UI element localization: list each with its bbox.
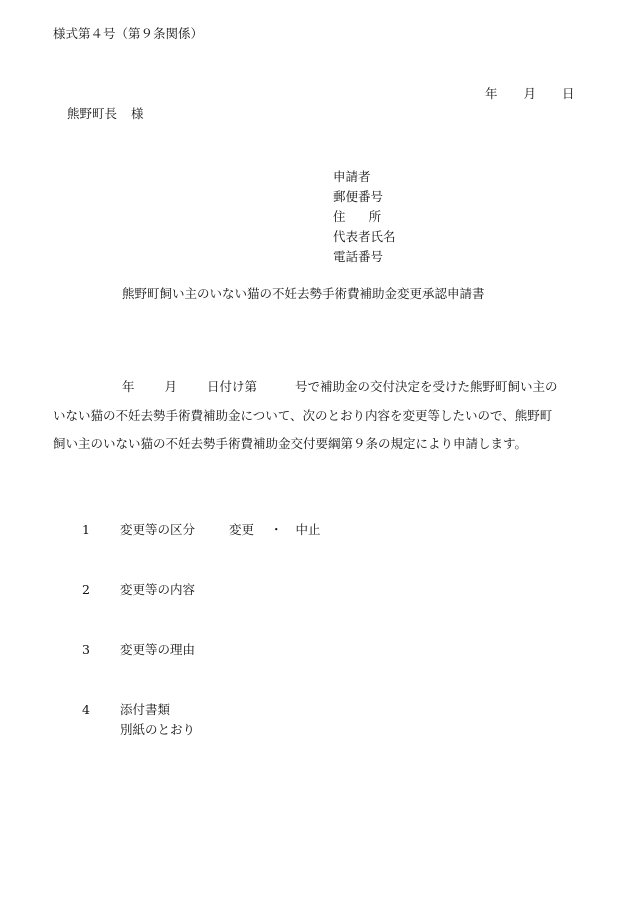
date-year: 年 <box>485 86 498 101</box>
phone-label: 電話番号 <box>333 249 384 264</box>
item-label: 変更等の区分 <box>120 522 196 537</box>
addressee-title: 熊野町長 <box>67 106 118 121</box>
form-number: 様式第４号（第９条関係） <box>53 26 204 41</box>
addressee <box>67 108 144 121</box>
option-change: 変更 <box>229 522 255 537</box>
item-number: 3 <box>82 642 90 657</box>
attachments-note: 別紙のとおり <box>120 722 196 737</box>
item-number: 2 <box>82 582 90 597</box>
item-number: 4 <box>82 702 90 717</box>
category-options <box>229 524 321 537</box>
body-date-suffix: 日付け第 <box>207 379 258 394</box>
date-month: 月 <box>523 86 537 101</box>
document-title: 熊野町飼い主のいない猫の不妊去勢手術費補助金変更承認申請書 <box>122 286 485 301</box>
body-number-suffix: 号で補助金の交付決定を受けた熊野町飼い主の <box>295 379 558 394</box>
date-line <box>485 88 575 101</box>
option-cancel: 中止 <box>295 522 321 537</box>
item-attachments <box>82 704 170 717</box>
body-month: 月 <box>164 379 178 394</box>
addressee-honorific: 様 <box>131 106 144 121</box>
date-day: 日 <box>562 86 575 101</box>
item-change-category <box>82 524 321 537</box>
body-line-1 <box>53 373 593 402</box>
applicant-block <box>333 167 404 267</box>
applicant-heading: 申請者 <box>333 169 371 184</box>
item-change-reason <box>82 644 195 657</box>
item-label: 変更等の理由 <box>120 642 196 657</box>
option-separator: ・ <box>270 522 283 537</box>
item-label: 添付書類 <box>120 702 171 717</box>
body-line-2: いない猫の不妊去勢手術費補助金について、次のとおり内容を変更等したいので、熊野町 <box>53 407 553 423</box>
address-label: 住所 <box>333 209 405 224</box>
body-line-3: 飼い主のいない猫の不妊去勢手術費補助金交付要綱第９条の規定により申請します。 <box>53 436 528 451</box>
postal-code-label: 郵便番号 <box>333 189 384 204</box>
item-number: 1 <box>82 522 90 537</box>
body-year: 年 <box>122 379 135 394</box>
item-label: 変更等の内容 <box>120 582 196 597</box>
item-change-content <box>82 584 195 597</box>
body-paragraph <box>53 373 593 459</box>
representative-label: 代表者氏名 <box>333 229 396 244</box>
